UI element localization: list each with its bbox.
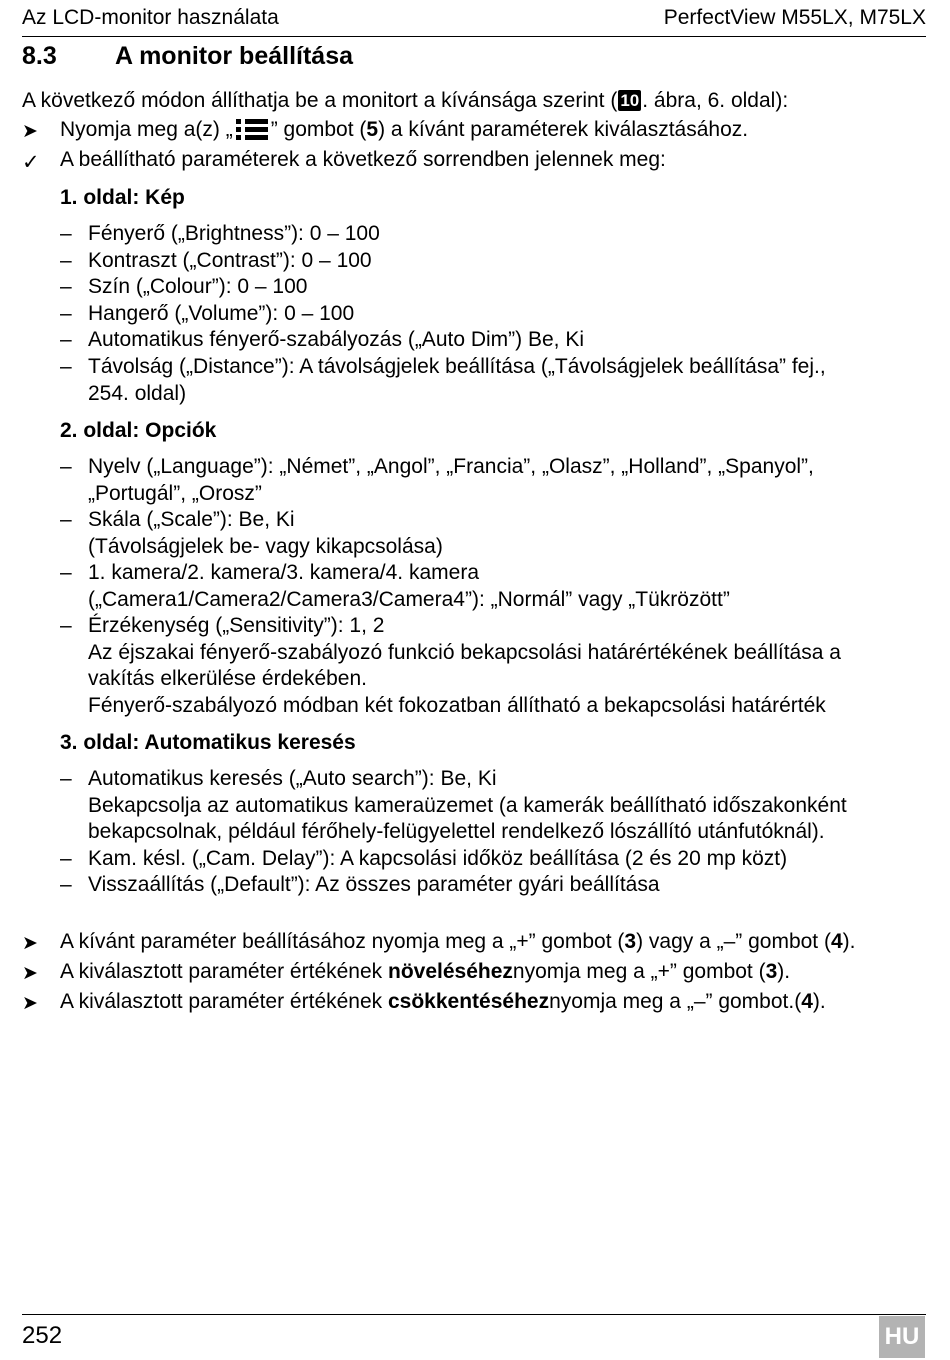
- dash-bullet: –: [60, 249, 72, 272]
- list-item: 1. kamera/2. kamera/3. kamera/4. kamera („Camera1/Camera2/Camera3/Camera4”): „Normál” vagy „Tükrözött”: [88, 561, 730, 611]
- dash-bullet: –: [60, 302, 72, 325]
- header-chapter: Az LCD-monitor használata: [22, 6, 279, 29]
- intro-after: . ábra, 6. oldal):: [642, 89, 789, 112]
- header-product: PerfectView M55LX, M75LX: [663, 6, 926, 29]
- menu-icon: [234, 118, 270, 140]
- dash-bullet: –: [60, 508, 72, 531]
- dash-bullet: –: [60, 455, 72, 478]
- page1-heading: 1. oldal: Kép: [60, 186, 185, 209]
- language-badge: HU: [879, 1316, 925, 1358]
- dash-bullet: –: [60, 355, 72, 378]
- arrow-bullet-icon: ➤: [22, 963, 38, 984]
- figure-badge: 10: [620, 91, 640, 110]
- arrow-bullet-icon: ➤: [22, 121, 38, 142]
- list-item: Fényerő („Brightness”): 0 – 100: [88, 222, 380, 245]
- arrow-bullet-icon: ➤: [22, 993, 38, 1014]
- page2-heading: 2. oldal: Opciók: [60, 419, 217, 442]
- list-item: Érzékenység („Sensitivity”): 1, 2 Az éjszakai fényerő-szabályozó funkció bekapcsolási határértékének beállítása a vakítás elkerülése érdekében. Fényerő-szabályozó módban két fokozatban állítható a bekapcsolási határérték: [88, 614, 841, 717]
- list-item: Visszaállítás („Default”): Az összes paraméter gyári beállítása: [88, 873, 660, 896]
- header-rule: [22, 36, 926, 37]
- list-item: Távolság („Distance”): A távolságjelek beállítása („Távolságjelek beállítása” fej., 254. oldal): [88, 355, 826, 405]
- list-item: Automatikus keresés („Auto search”): Be, Ki Bekapcsolja az automatikus kameraüzemet (a kamerák beállítható időszakonként bekapcsolnak, például férőhely-felügyelettel rendelkező lószállító utánfutóknál).: [88, 767, 847, 843]
- dash-bullet: –: [60, 561, 72, 584]
- step1-after-b: ) a kívánt paraméterek kiválasztásához.: [378, 118, 749, 141]
- list-item: Automatikus fényerő-szabályozás („Auto Dim”) Be, Ki: [88, 328, 585, 351]
- intro-text: [22, 89, 788, 113]
- dash-bullet: –: [60, 847, 72, 870]
- step1-after-a: ” gombot (: [270, 118, 367, 141]
- section-heading: A monitor beállítása: [115, 42, 354, 70]
- arrow-bullet-icon: ➤: [22, 933, 38, 954]
- list-item: Skála („Scale”): Be, Ki (Távolságjelek be- vagy kikapcsolása): [88, 508, 443, 558]
- list-item: Kontraszt („Contrast”): 0 – 100: [88, 249, 372, 272]
- intro-before: A következő módon állíthatja be a monitort a kívánsága szerint (: [22, 89, 618, 112]
- result-text: A beállítható paraméterek a következő sorrendben jelennek meg:: [60, 148, 666, 171]
- step-adjust: A kívánt paraméter beállításához nyomja meg a „+” gombot (3) vagy a „–” gombot (4).: [60, 930, 856, 953]
- check-icon: ✓: [22, 151, 40, 174]
- list-item: Szín („Colour”): 0 – 100: [88, 275, 308, 298]
- dash-bullet: –: [60, 767, 72, 790]
- step-increase: A kiválasztott paraméter értékének növeléséheznyomja meg a „+” gombot (3).: [60, 960, 791, 983]
- step-select-parameter: [60, 118, 748, 142]
- list-item: Hangerő („Volume”): 0 – 100: [88, 302, 355, 325]
- step1-button-number: 5: [366, 118, 379, 141]
- page-number: 252: [22, 1322, 63, 1349]
- step-decrease: A kiválasztott paraméter értékének csökkentéséheznyomja meg a „–” gombot.(4).: [60, 990, 826, 1013]
- dash-bullet: –: [60, 222, 72, 245]
- dash-bullet: –: [60, 614, 72, 637]
- footer-rule: [22, 1314, 926, 1315]
- list-item: Nyelv („Language”): „Német”, „Angol”, „Francia”, „Olasz”, „Holland”, „Spanyol”, „Portugál”, „Orosz”: [88, 455, 814, 505]
- dash-bullet: –: [60, 873, 72, 896]
- section-number: 8.3: [22, 42, 57, 70]
- list-item: Kam. késl. („Cam. Delay”): A kapcsolási időköz beállítása (2 és 20 mp közt): [88, 847, 788, 870]
- section-title: [22, 42, 353, 71]
- step1-before: Nyomja meg a(z) „: [60, 118, 233, 141]
- dash-bullet: –: [60, 275, 72, 298]
- page3-heading: 3. oldal: Automatikus keresés: [60, 731, 356, 754]
- dash-bullet: –: [60, 328, 72, 351]
